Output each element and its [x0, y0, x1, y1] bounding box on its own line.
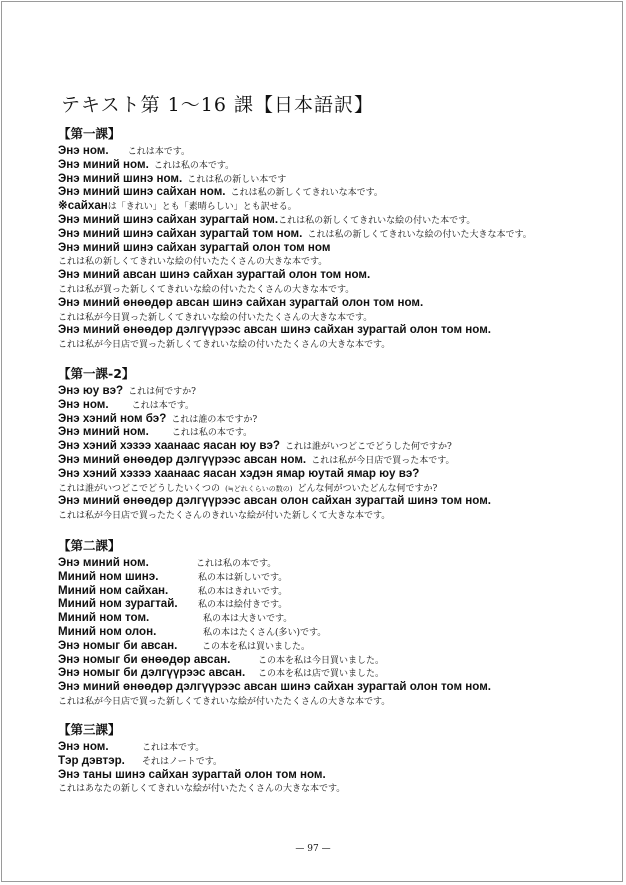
japanese-translation: これは私が今日買った新しくてきれいな絵の付いたたくさんの大きな本です。: [58, 312, 373, 323]
japanese-translation: 私の本は絵付きです。: [198, 600, 288, 611]
japanese-translation: 私の本は大きいです。: [203, 614, 293, 625]
japanese-translation: これは私が今日店で買った新しくてきれいな絵が付いたたくさんの大きな本です。: [58, 696, 391, 707]
page-title: テキスト第 1〜16 課【日本語訳】: [61, 94, 374, 116]
mongolian-sentence: Энэ номыг би авсан.: [58, 638, 178, 652]
text-line: [58, 211, 598, 225]
text-line: [58, 506, 598, 520]
text-line: [58, 142, 598, 156]
japanese-translation: 私の本は新しいです。: [198, 572, 288, 583]
text-line: [58, 423, 598, 437]
lesson-2-heading: 【第二課】: [58, 538, 121, 553]
japanese-translation: これは本です。: [127, 147, 190, 157]
mongolian-sentence: Энэ ном.: [58, 144, 109, 157]
mongolian-sentence: Энэ миний өнөөдөр авсан шинэ сайхан зурагтай олон том ном.: [58, 295, 424, 309]
text-line: [58, 623, 598, 637]
japanese-translation: これは誰の本ですか?: [171, 414, 258, 425]
text-line: [58, 692, 598, 706]
japanese-translation: これは私の新しくてきれいな絵の付いた本です。: [278, 215, 476, 226]
mongolian-sentence: Энэ миний өнөөдөр дэлгүүрээс авсан шинэ сайхан зурагтай олон том ном.: [58, 323, 492, 337]
text-line: [58, 595, 598, 609]
japanese-translation: それはノートです。: [142, 756, 223, 767]
text-line: [58, 554, 598, 568]
japanese-translation: これは私の本です。: [171, 428, 253, 439]
lesson-1b-heading: 【第一課-2】: [58, 366, 135, 381]
mongolian-sentence: Энэ миний шинэ сайхан зурагтай олон том ном: [58, 240, 331, 254]
mongolian-sentence: Энэ номыг би өнөөдөр авсан.: [58, 652, 231, 666]
mongolian-sentence: Энэ миний шинэ ном.: [58, 171, 183, 185]
mongolian-sentence: Энэ номыг би дэлгүүрээс авсан.: [58, 666, 246, 680]
lesson-1-heading: 【第一課】: [58, 126, 121, 141]
lesson-3-section: [58, 722, 598, 793]
japanese-translation: 私の本はたくさん(多い)です。: [203, 627, 327, 638]
text-line: [58, 156, 598, 170]
text-line: [58, 451, 598, 465]
text-line: [58, 183, 598, 197]
mongolian-sentence: Энэ ном.: [58, 397, 109, 411]
text-line: [58, 335, 598, 349]
lesson-3-heading: 【第三課】: [58, 722, 121, 737]
text-line: [58, 239, 598, 253]
mongolian-sentence: Энэ миний шинэ сайхан зурагтай том ном.: [58, 226, 303, 240]
text-line: [58, 280, 598, 294]
japanese-translation: この本を私は店で買いました。: [258, 669, 385, 680]
mongolian-sentence: Миний ном олон.: [58, 624, 157, 638]
text-line: [58, 568, 598, 582]
mongolian-sentence: Энэ хэний ном бэ?: [58, 411, 167, 425]
mongolian-sentence: Энэ хэний хэзээ хаанаас яасан юу вэ?: [58, 439, 280, 453]
mongolian-sentence: Миний ном сайхан.: [58, 583, 169, 597]
japanese-translation: これは私の新しくてきれいな本です。: [230, 188, 383, 199]
mongolian-sentence: Тэр дэвтэр.: [58, 753, 125, 767]
text-line: [58, 197, 598, 211]
japanese-translation: これは私の新しくてきれいな絵の付いた大きな本です。: [307, 229, 532, 240]
mongolian-sentence: Энэ миний авсан шинэ сайхан зурагтай олон том ном.: [58, 268, 371, 282]
text-line: [58, 738, 598, 752]
mongolian-sentence: Энэ миний өнөөдөр дэлгүүрээс авсан олон сайхан зурагтай шинэ том ном.: [58, 494, 492, 508]
text-line: [58, 637, 598, 651]
mongolian-sentence: Миний ном шинэ.: [58, 569, 159, 583]
text-line: [58, 582, 598, 596]
japanese-translation: これは私が今日店で買った新しくてきれいな絵の付いたたくさんの大きな本です。: [58, 340, 391, 351]
text-line: [58, 410, 598, 424]
mongolian-sentence: Энэ миний ном.: [58, 157, 149, 171]
mongolian-sentence: Энэ миний өнөөдөр дэлгүүрээс авсан шинэ сайхан зурагтай олон том ном.: [58, 680, 492, 694]
text-line: [58, 321, 598, 335]
japanese-translation: これは誰がいつどこでどうしたいくつの: [58, 483, 221, 494]
text-line: [58, 651, 598, 665]
mongolian-sentence: Энэ миний өнөөдөр дэлгүүрээс авсан ном.: [58, 452, 307, 466]
japanese-translation: これは誰がいつどこでどうした何ですか?: [285, 442, 452, 453]
note-text: は「きれい」とも「素晴らしい」とも訳せる。: [107, 202, 297, 213]
text-line: [58, 396, 598, 410]
text-line: [58, 492, 598, 506]
japanese-translation: この本を私は今日買いました。: [258, 655, 385, 666]
text-line: [58, 752, 598, 766]
japanese-translation: これは私が今日店で買ったたくさんのきれいな絵が付いた新しくて大きな本です。: [58, 511, 391, 522]
mongolian-sentence: Энэ миний ном.: [58, 425, 149, 439]
text-line: [58, 225, 598, 239]
text-line: [58, 779, 598, 793]
text-line: [58, 437, 598, 451]
mongolian-sentence: Энэ миний ном.: [58, 556, 149, 569]
text-line: [58, 609, 598, 623]
japanese-translation: これは私の新しくてきれいな絵の付いたたくさんの大きな本です。: [58, 257, 328, 268]
japanese-translation: これは本です。: [142, 743, 205, 753]
japanese-translation: これは何ですか?: [128, 387, 196, 397]
japanese-translation: これはあなたの新しくてきれいな絵が付いたたくさんの大きな本です。: [58, 784, 346, 795]
mongolian-sentence: Энэ таны шинэ сайхан зурагтай олон том ном.: [58, 767, 326, 781]
page-number: — 97 —: [295, 844, 331, 854]
japanese-translation: これは私の本です。: [153, 160, 235, 171]
text-line: [58, 252, 598, 266]
text-line: [58, 266, 598, 280]
mongolian-sentence: Миний ном зурагтай.: [58, 597, 178, 611]
text-line: [58, 170, 598, 184]
japanese-translation: どんな何がついたどんな何ですか?: [297, 483, 438, 494]
text-line: [58, 382, 598, 396]
mongolian-sentence: Энэ миний шинэ сайхан ном.: [58, 185, 226, 199]
japanese-translation: この本を私は買いました。: [202, 641, 311, 652]
mongolian-sentence: Энэ ном.: [58, 740, 109, 753]
japanese-translation: これは本です。: [131, 400, 194, 411]
japanese-translation: これは私の新しい本です: [187, 174, 287, 185]
text-line: [58, 766, 598, 780]
japanese-translation: これは私の本です。: [196, 559, 277, 569]
mongolian-sentence: Энэ юу вэ?: [58, 384, 124, 397]
mongolian-sentence: Миний ном том.: [58, 611, 150, 625]
japanese-translation: これは私が買った新しくてきれいな絵の付いたたくさんの大きな本です。: [58, 284, 355, 295]
text-line: [58, 308, 598, 322]
lesson-1b-section: [58, 366, 598, 520]
japanese-note: (≒どれくらいの数の): [225, 484, 293, 493]
japanese-translation: 私の本はきれいです。: [198, 586, 288, 597]
mongolian-sentence: Энэ миний шинэ сайхан зурагтай ном.: [58, 212, 279, 226]
mongolian-sentence: Энэ хэний хэзээ хаанаас яасан хэдэн ямар юутай ямар юу вэ?: [58, 466, 420, 480]
japanese-translation: これは私が今日店で買った本です。: [311, 455, 455, 466]
lesson-2-section: [58, 538, 598, 706]
text-line: [58, 678, 598, 692]
text-line: [58, 479, 598, 493]
text-line: [58, 465, 598, 479]
note-mark: ※сайхан: [58, 199, 108, 213]
lesson-1-section: [58, 126, 598, 349]
text-line: [58, 294, 598, 308]
text-line: [58, 664, 598, 678]
